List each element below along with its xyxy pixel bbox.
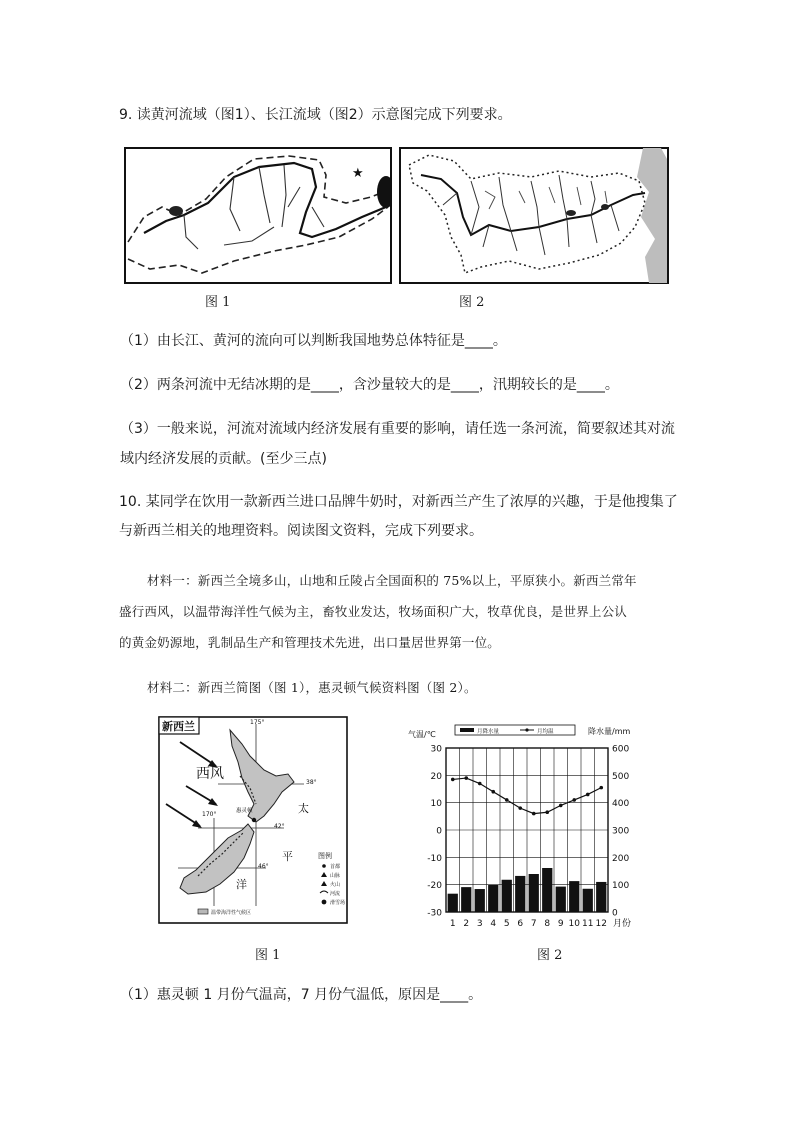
- x-tick-label: 1: [449, 919, 456, 929]
- legend-river-label: 河流: [330, 891, 341, 897]
- temperature-point: [451, 778, 455, 782]
- q10-material1-line3: 的黄金奶源地，乳制品生产和管理技术先进，出口量居世界第一位。: [119, 635, 501, 650]
- x-tick-label: 3: [476, 919, 483, 929]
- y-right-tick-label: 200: [612, 853, 630, 864]
- x-tick-label: 4: [490, 919, 497, 929]
- x-tick-label: 11: [582, 919, 594, 929]
- legend-temp-marker: [525, 728, 528, 731]
- y-left-tick-label: 20: [430, 771, 442, 782]
- y-left-tick-label: 10: [430, 799, 442, 810]
- q9-fig1-caption: 图 1: [205, 295, 231, 310]
- legend-title: 图例: [318, 852, 332, 860]
- q9-part1: （1）由长江、黄河的流向可以判断我国地势总体特征是____。: [120, 333, 507, 349]
- climate-zone-label: 温带海洋性气候区: [211, 910, 252, 916]
- westerly-wind-label: 西风: [196, 766, 224, 782]
- temperature-point: [545, 810, 549, 814]
- new-zealand-map: [158, 716, 348, 924]
- q10-line2: 与新西兰相关的地理资料。阅读图文资料，完成下列要求。: [119, 523, 483, 539]
- map-title: 新西兰: [162, 720, 195, 733]
- legend-ski-resort-icon: [322, 900, 327, 905]
- precipitation-bar: [569, 881, 579, 912]
- legend-precip-label: 月降水量: [477, 729, 500, 735]
- wellington-capital-icon: [252, 818, 256, 822]
- q9-part3-line1: （3）一般来说，河流对流域内经济发展有重要的影响，请任选一条河流，简要叙述其对流: [120, 421, 675, 437]
- q9-part3-line2: 域内经济发展的贡献。(至少三点): [120, 451, 327, 467]
- x-tick-label: 10: [568, 919, 580, 929]
- y-right-axis-label: 降水量/mm: [588, 727, 631, 736]
- legend-ski-resort-label: 滑雪场: [330, 900, 346, 906]
- precipitation-bar: [556, 887, 566, 912]
- q10-fig2-caption: 图 2: [537, 948, 563, 963]
- longitude-170-label: 170°: [202, 811, 217, 818]
- q10-material2: 材料二：新西兰简图（图 1），惠灵顿气候资料图（图 2）。: [147, 680, 477, 695]
- x-tick-label: 6: [517, 919, 524, 929]
- y-right-tick-label: 100: [612, 881, 630, 892]
- yellow-river-basin-map: [124, 147, 392, 284]
- ocean-label-3: 洋: [236, 878, 247, 891]
- ocean-label-1: 太: [298, 802, 309, 815]
- y-left-tick-label: 30: [430, 744, 442, 755]
- precipitation-bar: [583, 889, 593, 912]
- x-tick-label: 5: [503, 919, 510, 929]
- q9-title: 9. 读黄河流域（图1）、长江流域（图2）示意图完成下列要求。: [119, 107, 512, 123]
- y-right-tick-label: 0: [612, 908, 618, 919]
- q10-material1-line2: 盛行西风，以温带海洋性气候为主，畜牧业发达，牧场面积广大，牧草优良，是世界上公认: [119, 604, 628, 619]
- q10-line1: 10. 某同学在饮用一款新西兰进口品牌牛奶时，对新西兰产生了浓厚的兴趣，于是他搜集了: [119, 494, 678, 510]
- temperature-point: [586, 793, 590, 797]
- y-left-tick-label: -30: [427, 908, 442, 919]
- precipitation-bar: [475, 889, 485, 912]
- x-axis-unit-label: 月份: [613, 919, 632, 929]
- latitude-42-label: 42°: [274, 823, 285, 830]
- ocean-label-2: 平: [282, 850, 293, 863]
- legend-temp-label: 月均温: [537, 729, 554, 735]
- temperature-point: [518, 806, 522, 810]
- q10-fig1-caption: 图 1: [255, 948, 281, 963]
- legend-mountain-label: 山脉: [330, 873, 341, 879]
- precipitation-bar: [488, 885, 498, 912]
- x-tick-label: 8: [544, 919, 551, 929]
- temperature-point: [559, 804, 563, 808]
- legend-volcano-label: 火山: [330, 882, 341, 888]
- temperature-point: [464, 776, 468, 780]
- precipitation-bar: [448, 894, 458, 912]
- q9-fig2-caption: 图 2: [459, 295, 485, 310]
- y-left-tick-label: 0: [436, 826, 442, 837]
- precipitation-bar: [461, 887, 471, 912]
- y-right-tick-label: 400: [612, 799, 630, 810]
- legend-capital-icon: [322, 864, 326, 868]
- x-tick-label: 7: [530, 919, 537, 929]
- wellington-label: 惠灵顿: [236, 808, 253, 814]
- precipitation-bar: [502, 880, 512, 912]
- y-left-axis-label: 气温/℃: [408, 730, 436, 739]
- y-left-tick-label: -10: [427, 853, 442, 864]
- temperature-point: [505, 798, 509, 802]
- temperature-point: [478, 782, 482, 786]
- x-tick-label: 12: [595, 919, 607, 929]
- precipitation-bar: [542, 868, 552, 912]
- climate-zone-swatch: [198, 909, 208, 914]
- legend-precip-swatch: [460, 728, 474, 732]
- y-right-tick-label: 300: [612, 826, 630, 837]
- latitude-46-label: 46°: [258, 863, 269, 870]
- x-tick-label: 9: [557, 919, 564, 929]
- x-tick-label: 2: [463, 919, 470, 929]
- legend-capital-label: 首都: [330, 864, 341, 870]
- y-right-tick-label: 600: [612, 744, 630, 755]
- temperature-point: [572, 798, 576, 802]
- precipitation-bar: [515, 876, 525, 912]
- y-left-tick-label: -20: [427, 881, 442, 892]
- svg-text:★: ★: [352, 166, 364, 181]
- precipitation-bar: [596, 882, 606, 912]
- precipitation-bar: [529, 874, 539, 912]
- wellington-climate-chart: [405, 722, 640, 932]
- longitude-175-label: 175°: [250, 719, 265, 726]
- y-right-tick-label: 500: [612, 771, 630, 782]
- q10-material1-line1: 材料一：新西兰全境多山，山地和丘陵占全国面积的 75%以上，平原狭小。新西兰常年: [147, 573, 637, 588]
- q10-part1: （1）惠灵顿 1 月份气温高，7 月份气温低，原因是____。: [120, 987, 483, 1003]
- temperature-point: [532, 812, 536, 816]
- temperature-point: [599, 786, 603, 790]
- temperature-point: [491, 790, 495, 794]
- q9-part2: （2）两条河流中无结冰期的是____，含沙量较大的是____，汛期较长的是____。: [120, 377, 619, 393]
- yangtze-river-basin-map: [399, 147, 669, 284]
- latitude-38-label: 38°: [306, 779, 317, 786]
